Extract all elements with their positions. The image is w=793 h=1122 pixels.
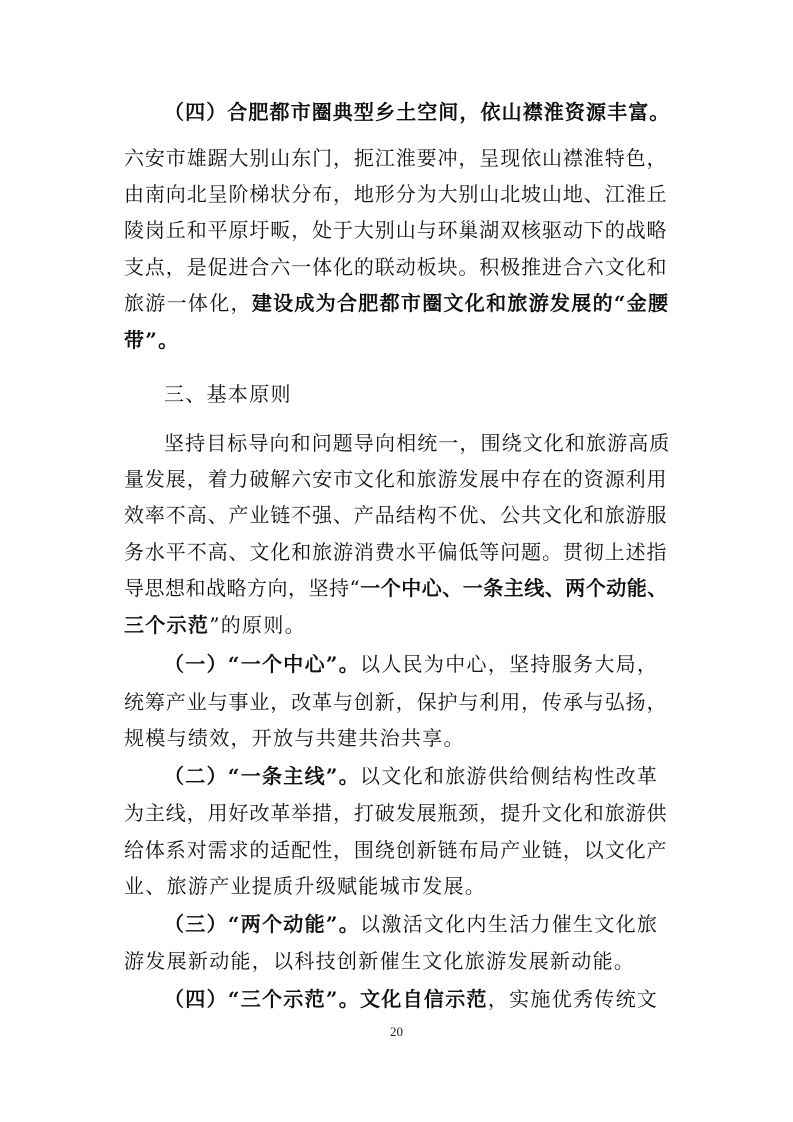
- text-line: [124, 948, 635, 974]
- text-line: [124, 502, 667, 528]
- text-run: 由南向北呈阶梯状分布，地形分为大别山北坡山地、江淮丘: [124, 182, 668, 206]
- text-run: 效率不高、产业链不强、产品结构不优、公共文化和旅游服: [124, 503, 668, 527]
- text-line: [164, 651, 658, 677]
- text-run-bold: （一）“一个中心”。: [164, 652, 361, 676]
- text-run-bold: 三个示范: [124, 613, 210, 637]
- text-line: [124, 612, 306, 638]
- text-run: 规模与绩效，开放与共建共治共享。: [124, 726, 465, 750]
- text-run: 量发展，着力破解六安市文化和旅游发展中存在的资源利用: [124, 467, 668, 491]
- text-run: 统筹产业与事业，改革与创新，保护与利用，传承与弘扬，: [124, 690, 668, 714]
- text-run: ”的原则。: [209, 613, 306, 637]
- text-line: [164, 99, 670, 125]
- text-line: [124, 689, 667, 715]
- text-run-bold: （二）“一条主线”。: [164, 764, 361, 788]
- text-line: [164, 911, 658, 937]
- text-run: 六安市雄踞大别山东门，扼江淮要冲，呈现依山襟淮特色，: [124, 146, 668, 170]
- text-line: [124, 290, 669, 316]
- text-run: 游发展新动能，以科技创新催生文化旅游发展新动能。: [124, 949, 636, 973]
- text-line: [124, 837, 667, 863]
- text-run: （四）合肥都市圈典型乡土空间，依山襟淮资源丰富。: [164, 100, 671, 124]
- text-line: [124, 539, 667, 565]
- text-line: [124, 466, 667, 492]
- text-run-bold: （三）“两个动能”。: [164, 912, 361, 936]
- text-run: 旅游一体化，: [124, 291, 252, 315]
- text-run: 为主线，用好改革举措，打破发展瓶颈，提升文化和旅游供: [124, 801, 668, 825]
- text-run: ，实施优秀传统文: [487, 987, 659, 1011]
- text-run: 业、旅游产业提质升级赋能城市发展。: [124, 874, 487, 898]
- text-run: 坚持目标导向和问题导向相统一，围绕文化和旅游高质: [164, 431, 671, 455]
- text-line: [124, 725, 465, 751]
- text-line: [164, 986, 658, 1012]
- text-line: [124, 873, 486, 899]
- text-line: [124, 575, 668, 601]
- text-run-bold: （四）“三个示范”。文化自信示范: [164, 987, 488, 1011]
- text-run: 三、基本原则: [164, 382, 292, 406]
- text-run: 以人民为中心，坚持服务大局，: [360, 652, 659, 676]
- text-line: [164, 430, 670, 456]
- page-number: 20: [390, 1024, 403, 1039]
- text-run: 导思想和战略方向，坚持“: [124, 576, 361, 600]
- text-run-bold: 一个中心、一条主线、两个动能、: [360, 576, 668, 600]
- text-run: 陵岗丘和平原圩畈，处于大别山与环巢湖双核驱动下的战略: [124, 218, 668, 242]
- text-run-bold: 建设成为合肥都市圈文化和旅游发展的“金腰: [251, 291, 670, 315]
- text-line: [124, 145, 667, 171]
- text-line: [124, 254, 667, 280]
- text-run: 带”。: [124, 328, 180, 352]
- text-run: 以激活文化内生活力催生文化旅: [360, 912, 659, 936]
- text-run: 支点，是促进合六一体化的联动板块。积极推进合六文化和: [124, 255, 668, 279]
- text-run: 以文化和旅游供给侧结构性改革: [360, 764, 659, 788]
- text-line: [124, 181, 667, 207]
- text-line: [124, 800, 667, 826]
- text-run: 给体系对需求的适配性，围绕创新链布局产业链，以文化产: [124, 838, 668, 862]
- text-line: [164, 763, 658, 789]
- text-run: 务水平不高、文化和旅游消费水平偏低等问题。贯彻上述指: [124, 540, 668, 564]
- text-line: [124, 217, 667, 243]
- section-heading: [164, 381, 292, 407]
- text-line: [124, 327, 179, 353]
